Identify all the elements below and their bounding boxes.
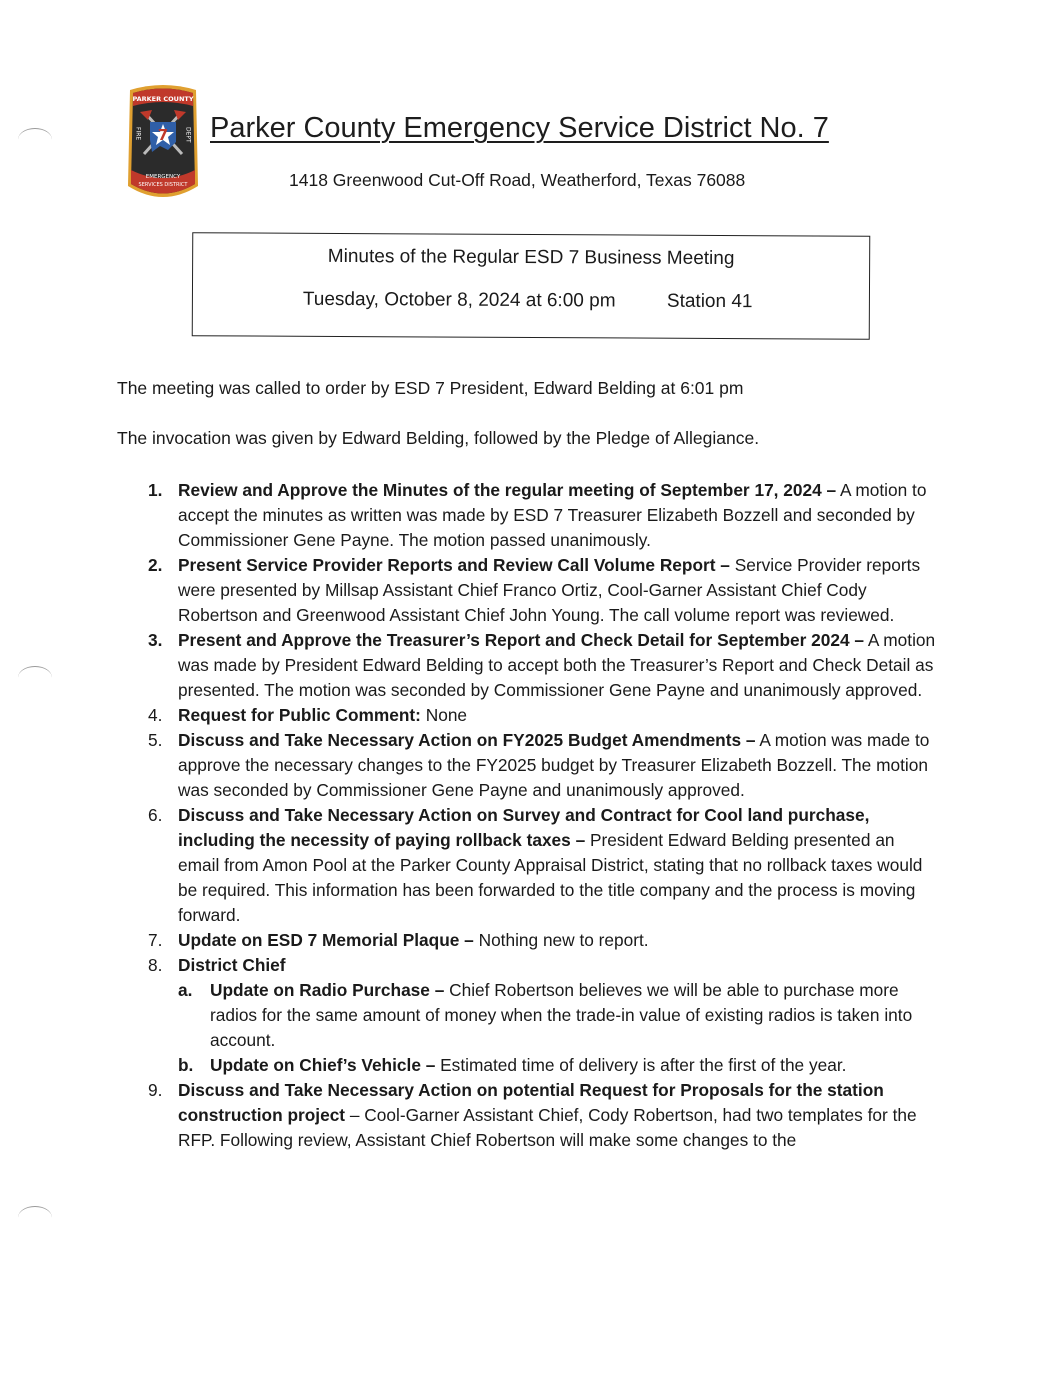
item-heading: Discuss and Take Necessary Action on potential Request for Proposals for the station construction project	[178, 1080, 884, 1125]
call-to-order-text: The meeting was called to order by ESD 7 President, Edward Belding at 6:01 pm	[117, 378, 744, 398]
agenda-items-list	[140, 478, 940, 1153]
sub-item-letter: b.	[178, 1055, 194, 1075]
item-heading: Discuss and Take Necessary Action on FY2025 Budget Amendments –	[178, 730, 756, 750]
agenda-item	[140, 628, 940, 703]
agenda-item	[140, 928, 940, 953]
item-heading: Review and Approve the Minutes of the regular meeting of September 17, 2024 –	[178, 480, 837, 500]
sub-item-text: Chief Robertson believes we will be able to purchase more radios for the same amount of money when the trade-in value of existing radios is taken into account.	[210, 980, 913, 1050]
item-text: – Cool-Garner Assistant Chief, Cody Robertson, had two templates for the RFP. Following review, Assistant Chief Robertson will make some changes to the	[178, 1105, 917, 1150]
item-heading: Present and Approve the Treasurer’s Report and Check Detail for September 2024 –	[178, 630, 865, 650]
logo-bottom-text-1: EMERGENCY	[145, 174, 181, 180]
agenda-item	[140, 553, 940, 628]
agenda-item	[140, 478, 940, 553]
sub-item-text: Estimated time of delivery is after the first of the year.	[435, 1055, 847, 1075]
item-heading: Discuss and Take Necessary Action on Survey and Contract for Cool land purchase, including the necessity of paying rollback taxes –	[178, 805, 870, 850]
agenda-item	[140, 1078, 940, 1153]
item-number: 8.	[148, 955, 163, 975]
item-number: 5.	[148, 730, 163, 750]
item-text: President Edward Belding presented an email from Amon Pool at the Parker County Appraisal District, stating that no rollback taxes would be required. This information has been forwarded to the title company and the process is moving forward.	[178, 830, 923, 925]
item-number: 7.	[148, 930, 163, 950]
item-text: Nothing new to report.	[473, 930, 649, 950]
agenda-item	[140, 703, 940, 728]
organization-address: 1418 Greenwood Cut-Off Road, Weatherford, Texas 76088	[289, 170, 746, 190]
item-text: A motion to accept the minutes as written was made by ESD 7 Treasurer Elizabeth Bozzell and seconded by Commissioner Gene Payne. The motion passed unanimously.	[178, 480, 927, 550]
logo-bottom-text-2: SERVICES DISTRICT	[138, 182, 188, 188]
item-text: A motion was made by President Edward Belding to accept both the Treasurer’s Report and Check Detail as presented. The motion was seconded by Commissioner Gene Payne and unanimously approved.	[178, 630, 936, 700]
sub-item-heading: Update on Radio Purchase –	[210, 980, 445, 1000]
item-text: Service Provider reports were presented by Millsap Assistant Chief Franco Ortiz, Cool-Garner Assistant Chief Cody Robertson and Greenwood Assistant Chief John Young. The call volume report was reviewed.	[178, 555, 921, 625]
punch-hole-mark	[18, 1206, 52, 1229]
item-heading: District Chief	[178, 955, 286, 975]
logo-left-text: FIRE	[134, 127, 142, 141]
item-heading: Update on ESD 7 Memorial Plaque –	[178, 930, 474, 950]
sub-item	[178, 978, 940, 1053]
meeting-date-time: Tuesday, October 8, 2024 at 6:00 pm	[302, 288, 616, 312]
punch-hole-mark	[18, 128, 52, 151]
item-number: 3.	[148, 630, 163, 650]
organization-title: Parker County Emergency Service District No. 7	[210, 112, 829, 144]
meeting-location: Station 41	[666, 290, 753, 313]
item-heading: Present Service Provider Reports and Review Call Volume Report –	[178, 555, 730, 575]
logo-number: 7	[157, 126, 169, 144]
agenda-item	[140, 728, 940, 803]
item-number: 9.	[148, 1080, 163, 1100]
agenda-item	[140, 803, 940, 928]
meeting-title: Minutes of the Regular ESD 7 Business Meeting	[327, 245, 735, 270]
item-number: 1.	[148, 480, 163, 500]
item-number: 6.	[148, 805, 163, 825]
sub-item	[178, 1053, 940, 1078]
logo-top-text: PARKER COUNTY	[132, 95, 194, 103]
sub-item-letter: a.	[178, 980, 193, 1000]
item-text: None	[420, 705, 468, 725]
item-number: 2.	[148, 555, 163, 575]
sub-item-heading: Update on Chief’s Vehicle –	[210, 1055, 436, 1075]
item-heading: Request for Public Comment:	[178, 705, 421, 725]
item-text: A motion was made to approve the necessary changes to the FY2025 budget by Treasurer Elizabeth Bozzell. The motion was seconded by Commissioner Gene Payne and unanimously approved.	[178, 730, 930, 800]
invocation-text: The invocation was given by Edward Belding, followed by the Pledge of Allegiance.	[117, 428, 760, 448]
esd-logo-badge	[124, 82, 202, 206]
item-number: 4.	[148, 705, 163, 725]
logo-right-text: DEPT	[184, 127, 192, 143]
meeting-info-box	[192, 232, 871, 340]
punch-hole-mark	[18, 666, 52, 689]
agenda-item	[140, 953, 940, 1078]
